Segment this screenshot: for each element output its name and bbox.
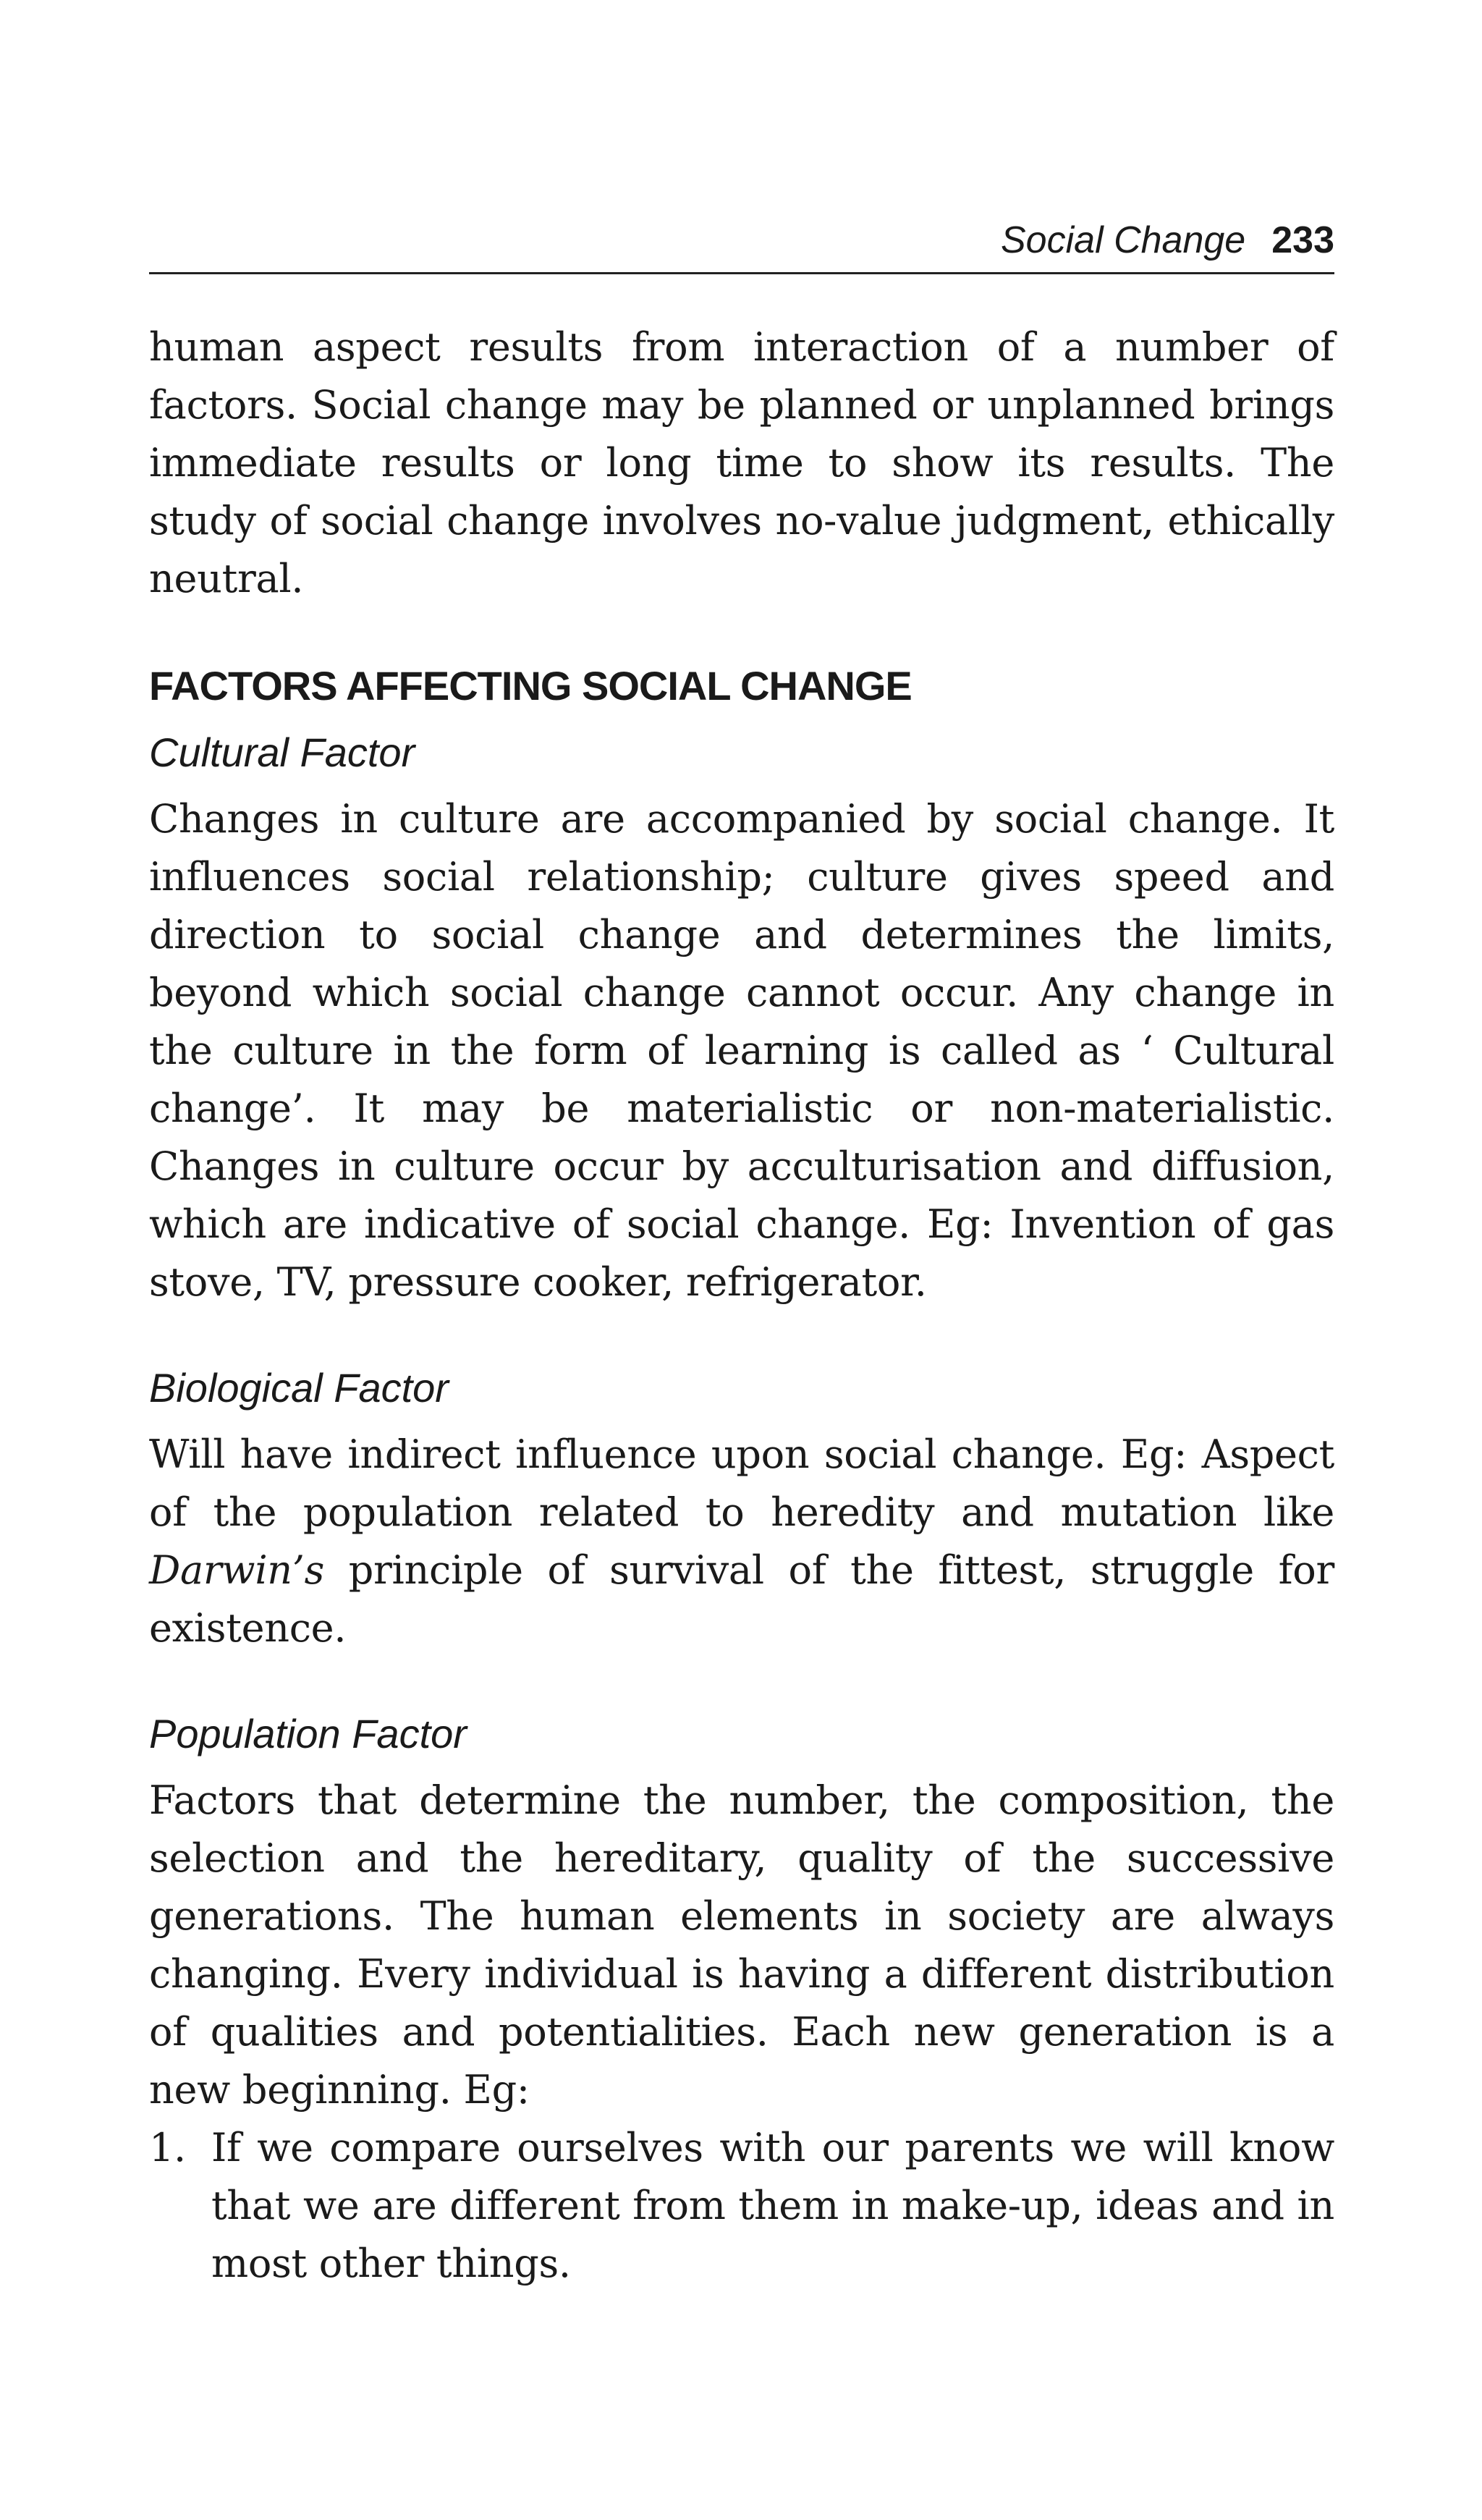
darwin-reference: Darwin’s — [149, 1547, 325, 1593]
biological-factor-paragraph — [149, 1426, 1334, 1657]
list-item-number: 1. — [149, 2125, 186, 2170]
population-factor-heading: Population Factor — [149, 1711, 467, 1756]
biological-text-end: principle of survival of the fittest, struggle for existence. — [149, 1547, 1334, 1651]
intro-paragraph: human aspect results from interaction of a number of factors. Social change may be planned or unplanned brings immediate results or long time to show its results. The study of social change involves no-value judgment, ethically neutral. — [149, 324, 1334, 601]
page-number: 233 — [1271, 219, 1334, 261]
list-item-text: If we compare ourselves with our parents we will know that we are different from them in make-up, ideas and in most other things. — [211, 2125, 1334, 2286]
population-factor-paragraph: Factors that determine the number, the composition, the selection and the hereditary, quality of the successive generations. The human elements in society are always changing. Every individual is having a different distribution of qualities and potentialities. Each new generation is a new beginning. Eg: — [149, 1777, 1334, 2113]
example-list — [149, 2119, 1334, 2293]
cultural-factor-paragraph: Changes in culture are accompanied by social change. It influences social relationship; culture gives speed and direction to social change and determines the limits, beyond which social change cannot occur. Any change in the culture in the form of learning is called as ‘ Cultural change’. It may be materialistic or non-materialistic. Changes in culture occur by acculturisation and diffusion, which are indicative of social change. Eg: Invention of gas stove, TV, pressure cooker, refrigerator. — [149, 796, 1334, 1305]
cultural-factor-heading: Cultural Factor — [149, 730, 415, 775]
biological-text-start: Will have indirect influence upon social change. Eg: Aspect of the population related to heredity and mutation like — [149, 1432, 1334, 1535]
section-heading: FACTORS AFFECTING SOCIAL CHANGE — [149, 663, 912, 709]
running-head-title: Social Change — [1001, 219, 1246, 261]
page-body — [149, 318, 1334, 2293]
list-item — [149, 2119, 1334, 2293]
biological-factor-heading: Biological Factor — [149, 1365, 449, 1411]
running-head — [149, 214, 1334, 274]
